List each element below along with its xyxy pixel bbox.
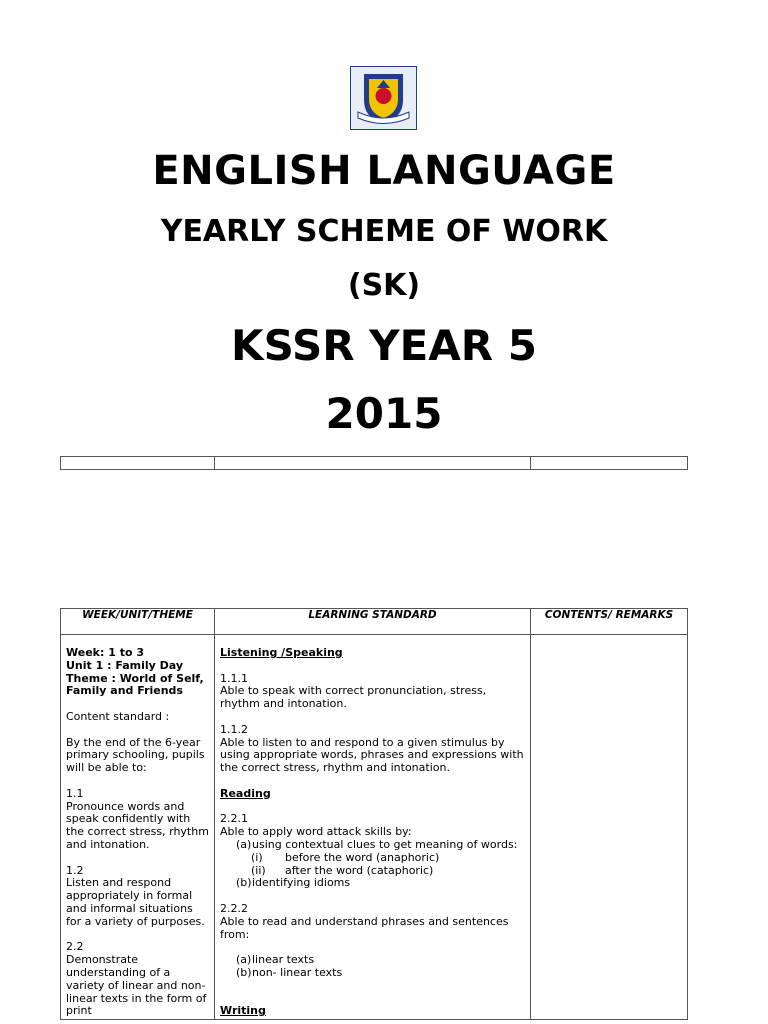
- content-standard-intro: By the end of the 6-year primary schooling, pupils will be able to:: [66, 735, 205, 775]
- learning-standard-text: Able to apply word attack skills by:: [220, 825, 412, 839]
- learning-standard-text: Able to listen to and respond to a given stimulus by using appropriate words, phrases and expressions with the correct stress, rhythm and intonation.: [220, 735, 524, 775]
- list-item: (a)linear texts: [236, 953, 315, 967]
- empty-cell: [531, 457, 688, 470]
- standard-number: 2.2: [66, 940, 84, 954]
- school-crest-icon: [350, 66, 417, 130]
- scheme-table: [60, 608, 688, 1020]
- standard-text: Listen and respond appropriately in formal and informal situations for a variety of purposes.: [66, 876, 205, 928]
- contents-remarks-cell: [531, 635, 688, 1020]
- empty-cell: [215, 457, 531, 470]
- content-standard-label: Content standard :: [66, 709, 170, 723]
- header-contents-remarks: CONTENTS/ REMARKS: [531, 609, 688, 635]
- year-level: KSSR YEAR 5: [231, 321, 537, 370]
- learning-standard-number: 1.1.2: [220, 722, 248, 736]
- theme-title: Theme : World of Self, Family and Friends: [66, 671, 204, 698]
- table-header-row: [61, 609, 688, 635]
- week-unit-theme-cell: [61, 635, 215, 1020]
- empty-table: [60, 456, 688, 470]
- header-learning-standard: LEARNING STANDARD: [215, 609, 531, 635]
- empty-table-row: [61, 457, 688, 470]
- standard-text: Demonstrate understanding of a variety of linear and non-linear texts in the form of print: [66, 953, 207, 1018]
- learning-standard-text: Able to read and understand phrases and sentences from:: [220, 914, 509, 941]
- learning-standard-number: 1.1.1: [220, 671, 248, 685]
- list-item: (b)non- linear texts: [236, 965, 343, 979]
- page-title: ENGLISH LANGUAGE: [152, 148, 616, 194]
- standard-text: Pronounce words and speak confidently with the correct stress, rhythm and intonation.: [66, 799, 209, 851]
- writing-heading: Writing: [220, 1004, 266, 1018]
- list-item: (i) before the word (anaphoric): [251, 850, 440, 864]
- list-item: (ii) after the word (cataphoric): [251, 863, 434, 877]
- page-subtitle: YEARLY SCHEME OF WORK: [160, 214, 608, 249]
- week-range: Week: 1 to 3: [66, 646, 144, 659]
- list-item: (a)using contextual clues to get meaning of words:: [236, 837, 518, 851]
- standard-number: 1.1: [66, 786, 84, 800]
- listening-speaking-heading: Listening /Speaking: [220, 646, 343, 659]
- empty-cell: [61, 457, 215, 470]
- learning-standard-text: Able to speak with correct pronunciation, stress, rhythm and intonation.: [220, 684, 487, 711]
- standard-number: 1.2: [66, 863, 84, 877]
- header-week-unit-theme: WEEK/UNIT/THEME: [61, 609, 215, 635]
- learning-standard-number: 2.2.1: [220, 812, 248, 826]
- learning-standard-number: 2.2.2: [220, 901, 248, 915]
- year: 2015: [325, 389, 443, 438]
- reading-heading: Reading: [220, 786, 271, 800]
- unit-title: Unit 1 : Family Day: [66, 658, 184, 672]
- table-row: [61, 635, 688, 1020]
- school-type: (SK): [347, 268, 421, 303]
- list-item: (b)identifying idioms: [236, 876, 351, 890]
- learning-standard-cell: [215, 635, 531, 1020]
